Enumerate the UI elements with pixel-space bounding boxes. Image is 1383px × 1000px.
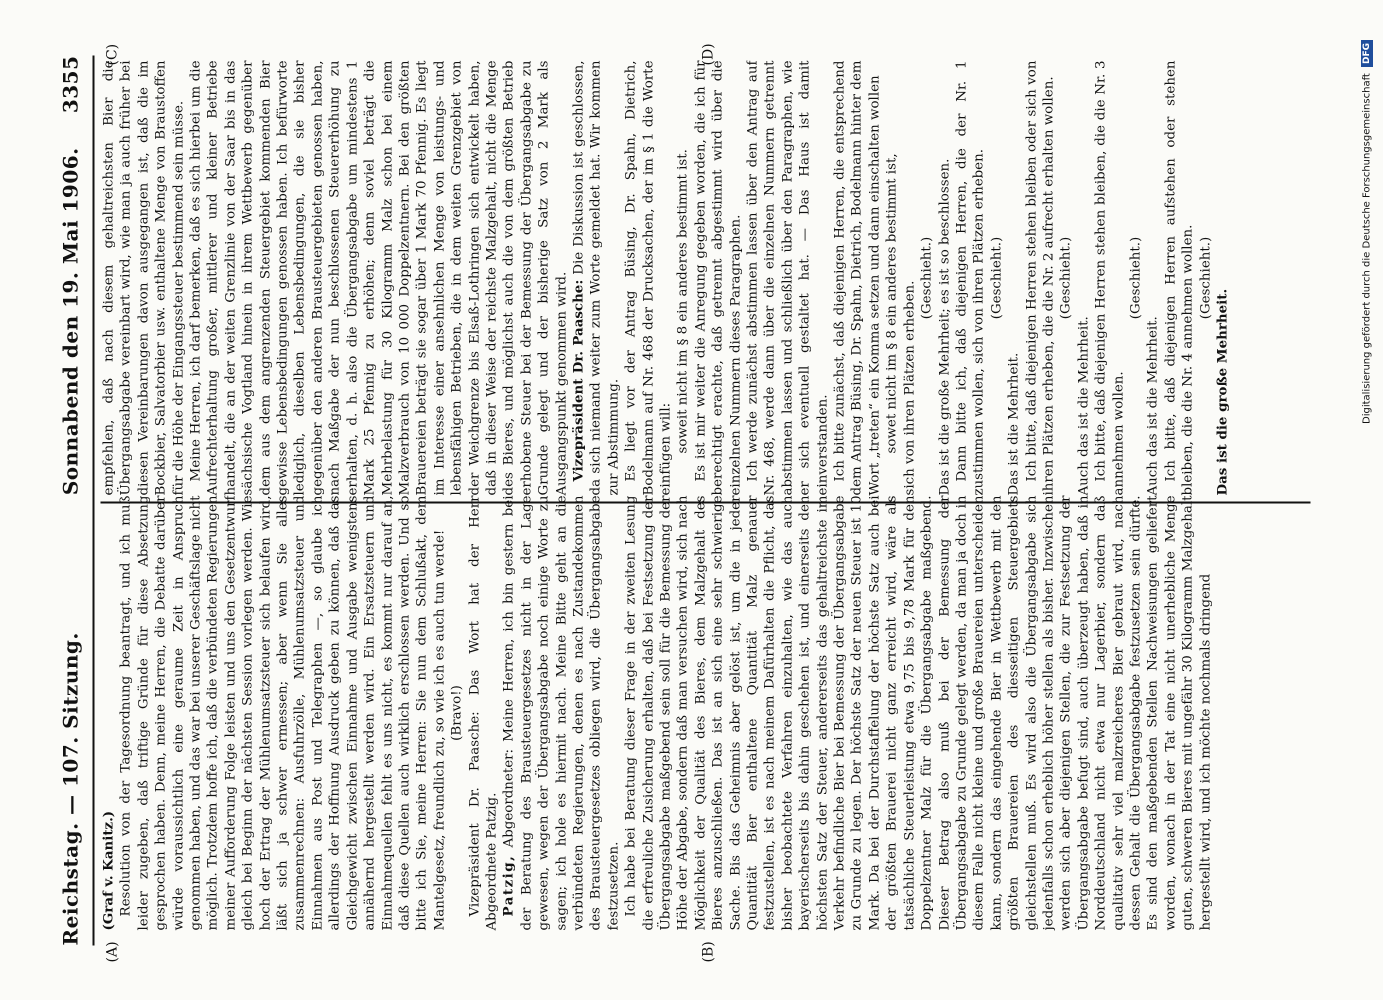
paragraph: Dann bitte ich, daß diejenigen Herren, die der Nr. 1 zustimmen wollen, sich von ihren Plätzen erheben. bbox=[953, 60, 987, 495]
margin-mark-c: (C) bbox=[104, 43, 120, 65]
right-column bbox=[100, 60, 1315, 495]
paragraph: Patzig, Abgeordneter: Meine Herren, ich bin gestern bei der Beratung des Brausteuergesetzes nicht in der Lage gewesen, wegen der Übergangsabgabe noch einige Worte zu sagen; ich hole es hiermit nach. Meine Bitte geht an die verbündeten Regierungen, denen es nach Zustandekommen des Brausteuergesetzes obliegen wird, die Übergangsabgabe festzusetzen. bbox=[500, 495, 621, 930]
credit-text: Digitalisierung gefördert durch die Deutsche Forschungsgemeinschaft bbox=[1361, 73, 1373, 424]
quote: soweit nicht im § 8 ein anderes bestimmt ist. bbox=[675, 148, 691, 453]
paragraph: Vizepräsident Dr. Paasche: Die Diskussion ist geschlossen, da sich niemand weiter zum Worte gemeldet hat. Wir kommen zur Abstimmung. bbox=[569, 60, 621, 495]
paragraph: Ich bitte zunächst, daß diejenigen Herren, die entsprechend dem Antrag Büsing, Dr. Spahn, Dietrich, Bodelmann hinter dem Wort „treten“ ein Komma setzen und dann einschalten wollen bbox=[832, 60, 882, 495]
paragraph: Das ist die Mehrheit. bbox=[1006, 352, 1022, 495]
stage-direction: (Geschieht.) bbox=[1127, 236, 1143, 319]
page-header bbox=[52, 55, 88, 945]
margin-mark-b: (B) bbox=[700, 940, 716, 962]
speaker-name: Vizepräsident Dr. Paasche: bbox=[569, 279, 586, 481]
dfg-logo: DFG bbox=[1361, 40, 1373, 67]
quote: sowet nicht im § 8 ein anderes bestimmt ist, bbox=[884, 152, 900, 453]
paragraph: Das ist die große Mehrheit; es ist so beschlossen. bbox=[936, 158, 952, 495]
margin-mark-d: (D) bbox=[700, 42, 716, 65]
header-session: Reichstag. — 107. Sitzung. bbox=[58, 631, 82, 945]
paragraph: empfehlen, daß nach diesem gehaltreichsten Bier die Übergangsabgabe vereinbart wird, wie man ja auch früher bei diesen Vereinbarungen davon ausgegangen ist, daß die im Bockbier, Salvatorbier usw. enthaltene Menge von Braustoffen für die Höhe der Eingangssteuer bestimmend sein müsse. bbox=[101, 60, 186, 495]
paragraph: Ich bitte, daß diejenigen Herren stehen bleiben oder sich von ihren Plätzen erheben, die die Nr. 2 aufrecht erhalten wollen. bbox=[1023, 60, 1056, 495]
paragraph: Auch das ist die Mehrheit. bbox=[1075, 315, 1091, 495]
paragraph: Ich werde zunächst abstimmen lassen über den Antrag auf Nr. 468, werde dann über die einzelnen Nummern getrennt abstimmen lassen und schließlich über den Paragraphen, wie er sich eventuell gestaltet hat. — Das Haus ist damit einverstanden. bbox=[745, 60, 830, 495]
stage-direction: (Geschieht.) bbox=[1058, 236, 1074, 319]
paragraph: Auch das ist die Mehrheit. bbox=[1145, 315, 1161, 495]
paragraph: sich von ihren Plätzen erheben. bbox=[901, 280, 917, 495]
paragraph: Resolution von der Tagesordnung beantragt, und ich muß leider zugeben, daß triftige Gründe für diese Absetzung gesprochen haben. Denn, meine Herren, die Debatte darüber würde voraussichtlich eine geraume Zeit in Anspruch genommen haben, und das war bei unserer Geschäftslage nicht möglich. Trotzdem hoffe ich, daß die verbündeten Regierungen meiner Aufforderung Folge leisten und uns den Gesetzentwurf gleich bei Beginn der nächsten Session vorlegen werden. Wie hoch der Ertrag der Mühlenumsatzsteuer sich belaufen wird, läßt sich ja schwer ermessen; aber wenn Sie alles zusammenrechnen: Ausfuhrzölle, Mühlenumsatzsteuer und Einnahmen aus Post und Telegraphen —, so glaube ich allerdings der Hoffnung Ausdruck geben zu können, daß das Gleichgewicht zwischen Einnahme und Ausgabe wenigstens annähernd hergestellt werden wird. Ein Ersatzsteuern und Einnahmequellen fehlt es uns nicht, es kommt nur darauf an, daß diese Quellen auch wirklich erschlossen werden. Und so bitte ich Sie, meine Herren: Sie nun dem Schlußakt, dem Mantelgesetz, freundlich zu, so wie ich es auch tun werde! bbox=[118, 495, 447, 930]
stage-direction: (Geschieht.) bbox=[919, 236, 935, 319]
paragraph: Ich bitte, daß diejenigen Herren stehen bleiben, die die Nr. 3 annehmen wollen. bbox=[1093, 60, 1126, 495]
stage-direction: (Geschieht.) bbox=[1197, 236, 1213, 319]
paragraph: Es ist mir weiter die Anregung gegeben worden, die ich für berechtigt erachte, daß getrennt abgestimmt wird über die einzelnen Nummern dieses Paragraphen. bbox=[692, 60, 743, 495]
page-number: 3355 bbox=[58, 54, 82, 113]
header-rule bbox=[92, 55, 94, 945]
paragraph: Es liegt vor der Antrag Büsing, Dr. Spahn, Dietrich, Bodelmann auf Nr. 468 der Drucksachen, der im § 1 die Worte einfügen will: bbox=[623, 60, 673, 495]
paragraph: Ich bitte, daß diejenigen Herren aufstehen oder stehen bleiben, die die Nr. 4 annehmen wollen. bbox=[1162, 60, 1196, 495]
paragraph: Ich habe bei Beratung dieser Frage in der zweiten Lesung die erfreuliche Zusicherung erhalten, daß bei Festsetzung der Übergangsabgabe maßgebend sein soll für die Bemessung der Höhe der Abgabe, sondern daß man versuchen wird, sich nach Möglichkeit der Qualität des Bieres, dem Malzgehalt des Bieres anzuschließen. Das ist an sich eine sehr schwierige Sache. Bis das Geheimnis aber gelöst ist, um die in jeder Quantität Bier enthaltene Quantität Malz genauer festzustellen, ist es nach meinem Dafürhalten die Pflicht, das bisher beobachtete Verfahren einzuhalten, wie das auch bayerischerseits bis dahin geschehen ist, und einerseits den höchsten Satz der Steuer, andererseits das gehaltreichste im Verkehr befindliche Bier bei Bemessung der Übergangsabgabe zu Grunde zu legen. Der höchste Satz der neuen Steuer ist 10 Mark. Da bei der Durchstaffelung der höchste Satz auch bei der größten Brauerei nicht ganz erreicht wird, wäre als tatsächliche Steuerleistung etwa 9,75 bis 9,78 Mark für den Doppelzentner Malz für die Übergangsabgabe maßgebend. Dieser Betrag also muß bei der Bemessung der Übergangsabgabe zu Grunde gelegt werden, da man ja doch in diesem Falle nicht kleine und große Brauereien unterscheiden kann, sondern das eingehende Bier in Wettbewerb mit den größten Brauereien des diesseitigen Steuergebiets gleichstellen muß. Es wird also die Übergangsabgabe sich jedenfalls schon erheblich höher stellen als bisher. Inzwischen werden sich aber diejenigen Stellen, die zur Festsetzung der Übergangsabgabe befugt sind, auch überzeugt haben, daß in Norddeutschland nicht etwa nur Lagerbier, sondern daß qualitativ sehr viel malzreicheres Bier gebraut wird, nach dessen Gehalt die Übergangsabgabe festzusetzen sein dürfte. Es sind den maßgebenden Stellen Nachweisungen geliefert worden, wonach in der Tat eine nicht unerhebliche Menge guten, schweren Bieres mit ungefähr 30 Kilogramm Malzgehalt hergestellt wird, und ich möchte nochmals dringend bbox=[623, 495, 1213, 930]
speaker-tag: (Graf v. Kanitz.) bbox=[100, 810, 116, 930]
applause: (Bravo!) bbox=[449, 684, 465, 741]
paragraph: Vizepräsident Dr. Paasche: Das Wort hat der Herr Abgeordnete Patzig. bbox=[466, 495, 499, 930]
speaker-name: Patzig, bbox=[500, 854, 517, 916]
margin-mark-a: (A) bbox=[104, 940, 120, 962]
left-column bbox=[100, 495, 1315, 930]
paragraph: Das ist die große Mehrheit. bbox=[1214, 288, 1230, 495]
digitization-credit bbox=[1354, 40, 1380, 940]
stage-direction: (Geschieht.) bbox=[988, 236, 1004, 319]
paragraph: Meine Herren, ich darf bemerken, daß es sich hierbei um die Aufrechterhaltung großer, mittlerer und kleiner Betriebe handelt, die an der weiten Grenzlinie von der Saar bis in das sächsische Vogtland hinein in ihrem Wettbewerb gegenüber dem aus dem angrenzenden Steuergebiet kommenden Bier gewisse Lebensbedingungen genossen haben. Ich befürworte lediglich, dieselben Lebensbedingungen, die sie bisher gegenüber den anderen Brausteuergebieten genossen haben, nach Maßgabe der nun beschlossenen Steuererhöhung zu erhalten, d. h. also die Übergangsabgabe um mindestens 1 Mark 25 Pfennig zu erhöhen; denn soviel beträgt die Mehrbelastung für 30 Kilogramm Malz schon bei einem Malzverbrauch von 10 000 Doppelzentnern. Bei den größten Brauereien beträgt sie sogar über 1 Mark 70 Pfennig. Es liegt im Interesse einer ansehnlichen Menge von leistungs- und lebensfähigen Betrieben, die in dem weiten Grenzgebiet von der Weichgrenze bis Elsaß-Lothringen sich entwickelt haben, daß in dieser Weise der reichste Malzgehalt, nicht die Menge des Bieres, und möglichst auch die von dem größten Betrieb erhobene Steuer bei der Bemessung der Übergangsabgabe zu Grunde gelegt und der bisherige Satz von 2 Mark als Ausgangspunkt genommen wird. bbox=[188, 60, 569, 495]
header-date: Sonnabend den 19. Mai 1906. bbox=[58, 146, 82, 495]
